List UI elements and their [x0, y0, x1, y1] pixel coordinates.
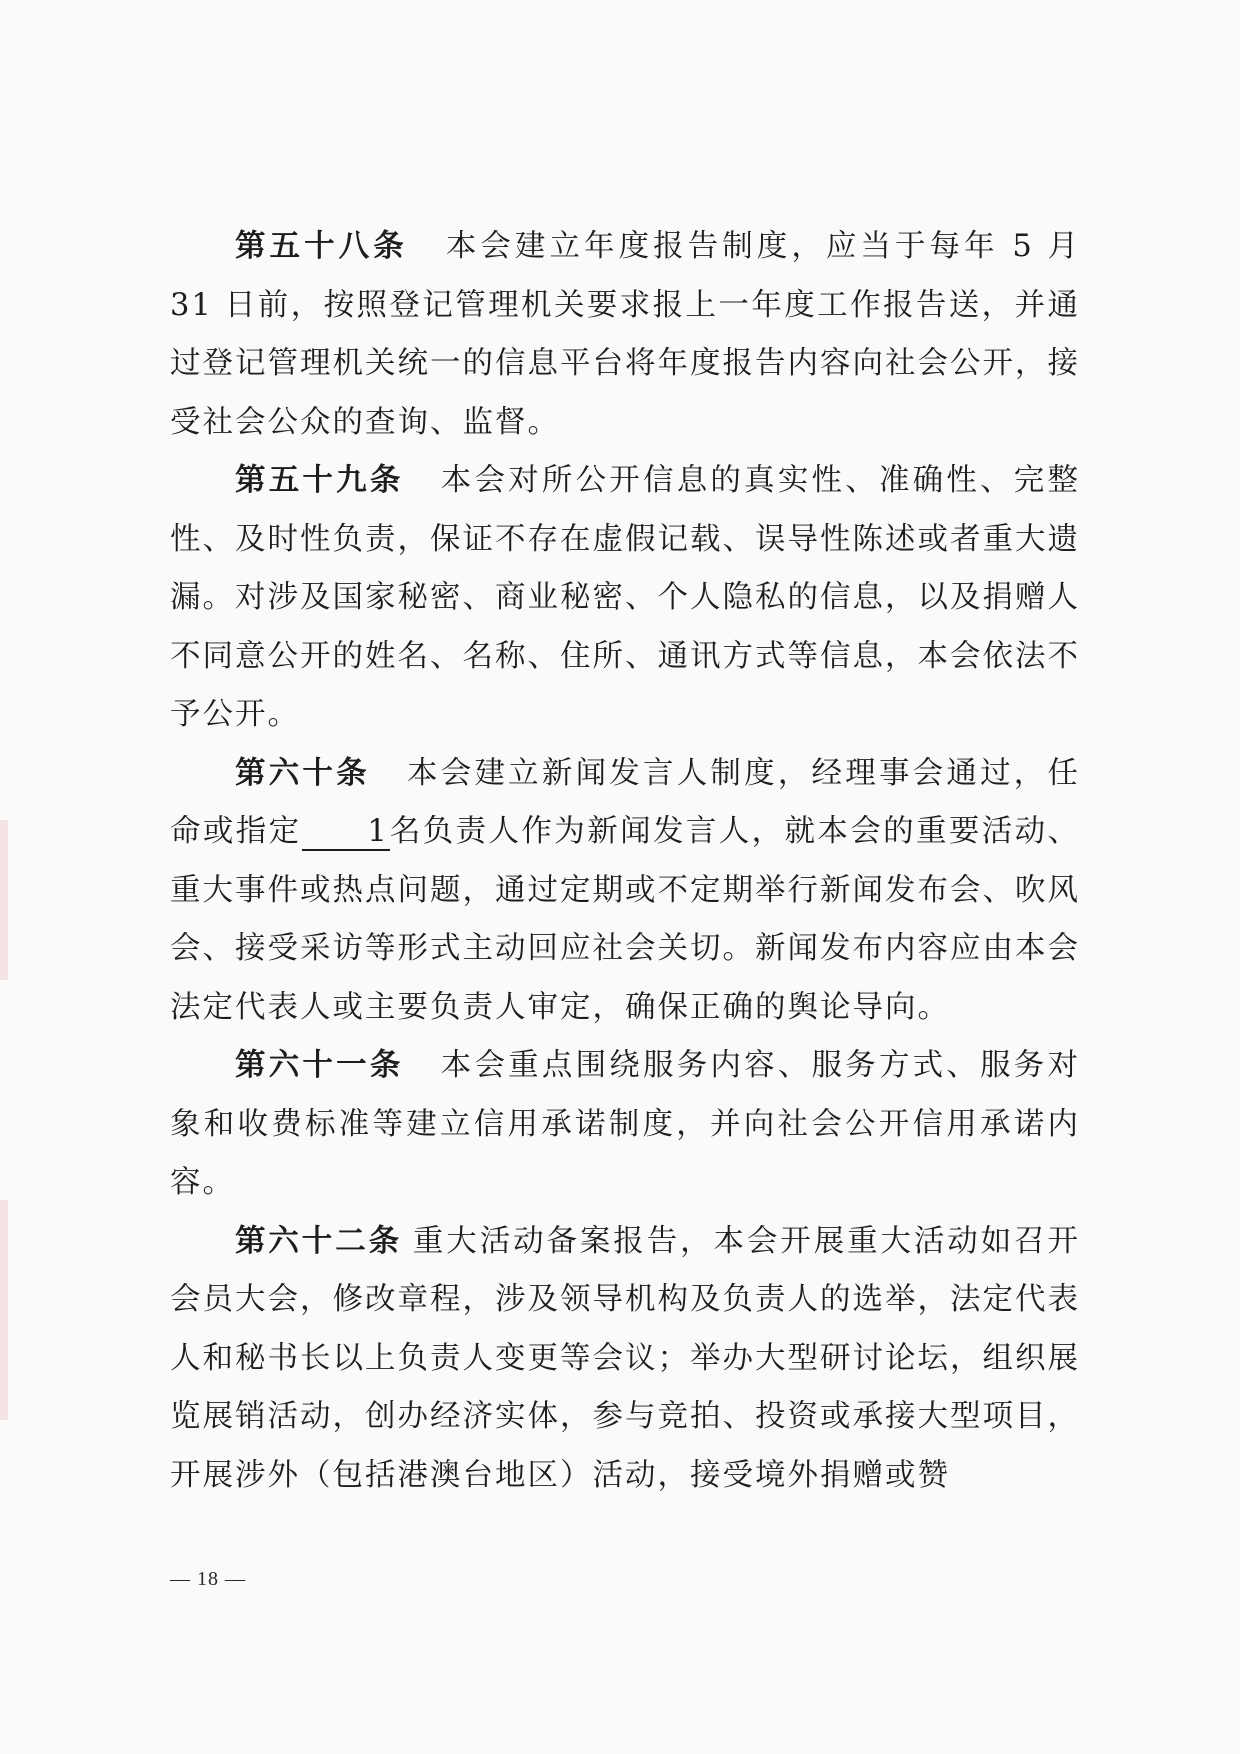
scan-edge-mark: [0, 820, 8, 980]
article-title: 第五十九条: [235, 463, 404, 498]
filled-number-blank: 1: [302, 814, 390, 851]
article-61: [170, 1037, 1080, 1213]
article-body-after: 名负责人作为新闻发言人，就本会的重要活动、重大事件或热点问题，通过定期或不定期举行新闻发布会、吹风会、接受采访等形式主动回应社会关切。新闻发布内容应由本会法定代表人或主要负责人审定，确保正确的舆论导向。: [170, 814, 1081, 1025]
scan-edge-mark: [0, 1200, 8, 1420]
article-list: [170, 218, 1080, 1505]
article-body: 本会重点围绕服务内容、服务方式、服务对象和收费标准等建立信用承诺制度，并向社会公开信用承诺内容。: [170, 1048, 1081, 1200]
article-title: 第五十八条: [235, 229, 408, 264]
article-58: [170, 218, 1080, 452]
article-body: 重大活动备案报告，本会开展重大活动如召开会员大会，修改章程，涉及领导机构及负责人的选举，法定代表人和秘书长以上负责人变更等会议；举办大型研讨论坛，组织展览展销活动，创办经济实体，参与竞拍、投资或承接大型项目，开展涉外（包括港澳台地区）活动，接受境外捐赠或赞: [170, 1223, 1080, 1493]
article-59: [170, 452, 1080, 745]
page-number: — 18 —: [170, 1568, 246, 1590]
article-body-before: 本会建立新闻发言人制度，经理事会通过，任命或指定: [170, 755, 1081, 849]
article-body: 本会对所公开信息的真实性、准确性、完整性、及时性负责，保证不存在虚假记载、误导性陈述或者重大遗漏。对涉及国家秘密、商业秘密、个人隐私的信息，以及捐赠人不同意公开的姓名、名称、住所、通讯方式等信息，本会依法不予公开。: [170, 463, 1081, 732]
article-62: [170, 1213, 1080, 1506]
article-60: [170, 745, 1080, 1038]
article-title: 第六十条: [235, 755, 370, 791]
article-title: 第六十二条: [235, 1223, 402, 1259]
article-body: 本会建立年度报告制度，应当于每年 5 月 31 日前，按照登记管理机关要求报上一年度工作报告送，并通过登记管理机关统一的信息平台将年度报告内容向社会公开，接受社会公众的查询、监督。: [170, 229, 1081, 440]
article-title: 第六十一条: [235, 1048, 404, 1083]
